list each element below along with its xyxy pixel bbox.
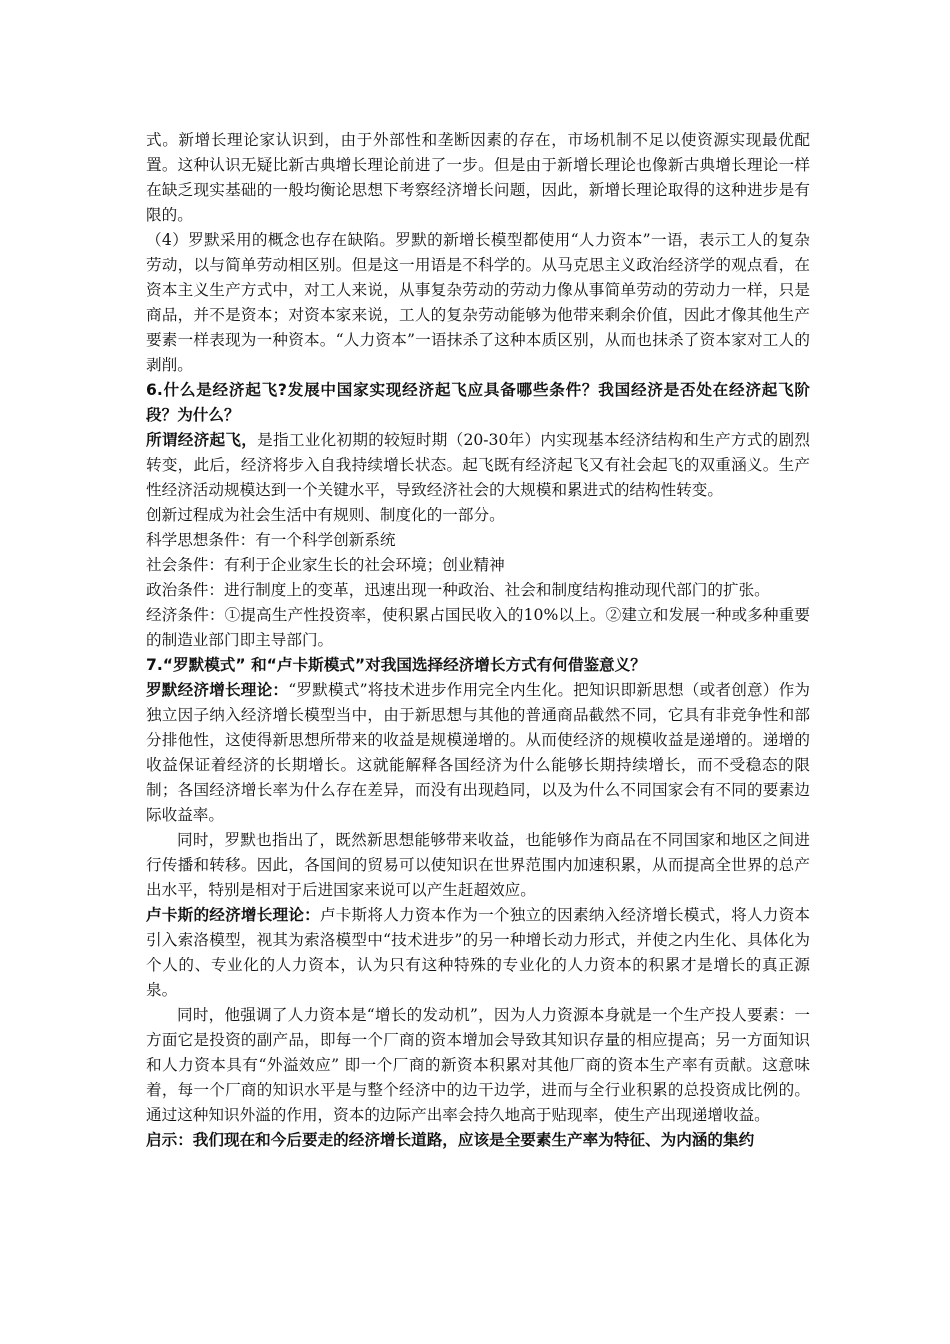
takeoff-body: 是指工业化初期的较短时期（20-30年）内实现基本经济结构和生产方式的剧烈转变，此后，经济将步入自我持续增长状态。起飞既有经济起飞又有社会起飞的双重涵义。生产性经济活动规模达到一个关键水平，导致经济社会的大规模和累进式的结构性转变。 <box>146 431 810 499</box>
lucas-theory <box>146 903 810 1003</box>
question-6-heading: 6.什么是经济起飞?发展中国家实现经济起飞应具备哪些条件？我国经济是否处在经济起飞阶段？为什么？ <box>146 381 810 424</box>
lucas-lead: 卢卡斯的经济增长理论： <box>146 906 320 924</box>
takeoff-definition <box>146 428 810 503</box>
romer-lead: 罗默经济增长理论： <box>146 681 289 699</box>
question-7-heading: 7.“罗默模式” 和“卢卡斯模式”对我国选择经济增长方式有何借鉴意义？ <box>146 656 646 674</box>
condition-social: 社会条件：有利于企业家生长的社会环境；创业精神 <box>146 556 505 574</box>
takeoff-lead: 所谓经济起飞， <box>146 431 258 449</box>
insight-heading: 启示：我们现在和今后要走的经济增长道路，应该是全要素生产率为特征、为内涵的集约 <box>146 1131 755 1149</box>
paragraph-continuation: 式。新增长理论家认识到，由于外部性和垄断因素的存在，市场机制不足以使资源实现最优配置。这种认识无疑比新古典增长理论前进了一步。但是由于新增长理论也像新古典增长理论一样在缺乏现实基础的一般均衡论思想下考察经济增长问题，因此，新增长理论取得的这种进步是有限的。 <box>146 131 810 224</box>
document-body <box>146 128 810 1153</box>
paragraph-romer-concept-flaw: （4）罗默采用的概念也存在缺陷。罗默的新增长模型都使用“人力资本”一语，表示工人的复杂劳动，以与简单劳动相区别。但是这一用语是不科学的。从马克思主义政治经济学的观点看，在资本主义生产方式中，对工人来说，从事复杂劳动的劳动力像从事简单劳动的劳动力一样，只是商品，并不是资本；对资本家来说，工人的复杂劳动能够为他带来剩余价值，因此才像其他生产要素一样表现为一种资本。“人力资本”一语抹杀了这种本质区别，从而也抹杀了资本家对工人的剥削。 <box>146 231 810 374</box>
romer-theory <box>146 678 810 828</box>
condition-innovation: 创新过程成为社会生活中有规则、制度化的一部分。 <box>146 506 505 524</box>
condition-economic: 经济条件：①提高生产性投资率，使积累占国民收入的10%以上。②建立和发展一种或多种重要的制造业部门即主导部门。 <box>146 606 810 649</box>
romer-paragraph-2: 同时，罗默也指出了，既然新思想能够带来收益，也能够作为商品在不同国家和地区之间进行传播和转移。因此，各国间的贸易可以使知识在世界范围内加速积累，从而提高全世界的总产出水平，特别是相对于后进国家来说可以产生赶超效应。 <box>146 831 810 899</box>
lucas-paragraph-2: 同时，他强调了人力资本是“增长的发动机”，因为人力资源本身就是一个生产投人要素：一方面它是投资的副产品，即每一个厂商的资本增加会导致其知识存量的相应提高；另一方面知识和人力资本具有“外溢效应” 即一个厂商的新资本积累对其他厂商的资本生产率有贡献。这意味着，每一个厂商的知识水平是与整个经济中的边干边学，进而与全行业积累的总投资成比例的。通过这种知识外溢的作用，资本的边际产出率会持久地高于贴现率，使生产出现递增收益。 <box>146 1006 810 1124</box>
lucas-body: 卢卡斯将人力资本作为一个独立的因素纳入经济增长模式，将人力资本引入索洛模型，视其为索洛模型中“技术进步”的另一种增长动力形式，并使之内生化、具体化为个人的、专业化的人力资本，认为只有这种特殊的专业化的人力资本的积累才是增长的真正源泉。 <box>146 906 810 999</box>
romer-body: “罗默模式”将技术进步作用完全内生化。把知识即新思想（或者创意）作为独立因子纳入经济增长模型当中，由于新思想与其他的普通商品截然不同，它具有非竞争性和部分排他性，这使得新思想所带来的收益是规模递增的。从而使经济的规模收益是递增的。递增的收益保证着经济的长期增长。这就能解释各国经济为什么能够长期持续增长，而不受稳态的限制；各国经济增长率为什么存在差异，而没有出现趋同，以及为什么不同国家会有不同的要素边际收益率。 <box>146 681 810 824</box>
condition-science: 科学思想条件：有一个科学创新系统 <box>146 531 396 549</box>
condition-political: 政治条件：进行制度上的变革，迅速出现一种政治、社会和制度结构推动现代部门的扩张。 <box>146 581 770 599</box>
